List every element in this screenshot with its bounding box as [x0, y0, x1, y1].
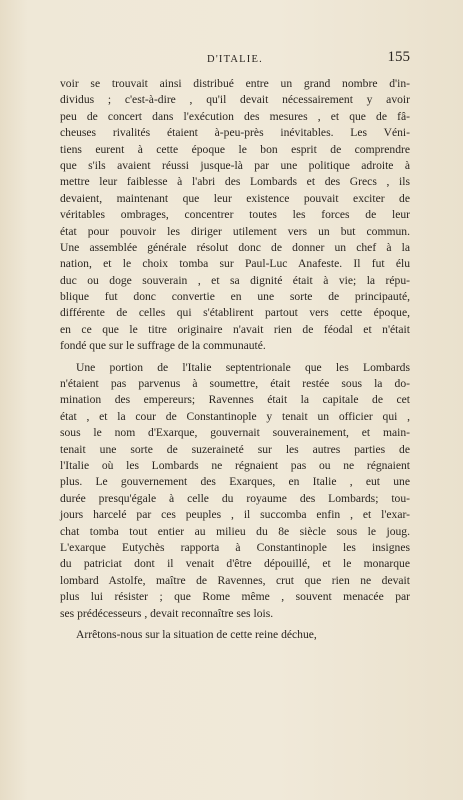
text-line: Une portion de l'Italie septentrionale que les Lombards — [76, 360, 410, 374]
text-line: dividus ; c'est-à-dire , qu'il devait nécessairement y avoir — [60, 93, 410, 107]
body-text — [60, 76, 410, 643]
text-line: voir se trouvait ainsi distribué entre un grand nombre d'in- — [60, 77, 410, 90]
text-line: en ce que le titre originaire n'avait rien de féodal et n'était — [60, 322, 410, 336]
text-line: état pour pouvoir les diriger utilement vers un but commun. — [60, 224, 410, 238]
text-line: mettre leur faiblesse à l'abri des Lombards et des Grecs , ils — [60, 175, 410, 189]
text-line: jours harcelé par ces peuples , il succomba enfin , et l'exar- — [60, 508, 410, 522]
text-line: tiens eurent à cette époque le bon esprit de comprendre — [60, 142, 410, 156]
paragraph — [60, 360, 410, 622]
page-header — [60, 49, 410, 70]
running-head: D'ITALIE. — [207, 54, 263, 65]
text-line: état , et la cour de Constantinople y tenait un officier qui , — [60, 409, 410, 423]
text-line: mination des empereurs; Ravennes était la capitale de cet — [60, 393, 410, 407]
text-line: que s'ils avaient réussi jusque-là par une politique adroite à — [60, 158, 410, 172]
text-line: n'étaient pas parvenus à soumettre, était restée sous la do- — [60, 377, 410, 391]
paragraph — [60, 627, 410, 643]
text-line: tenait une sorte de suzeraineté sur les autres parties de — [60, 442, 410, 456]
text-line: devaient, maintenant que leur existence pouvait exciter de — [60, 191, 410, 205]
text-line: différente de celles qui s'établirent partout vers cette époque, — [60, 306, 410, 320]
text-line: duc ou doge souverain , et sa dignité était à vie; la répu- — [60, 273, 410, 287]
text-line: L'exarque Eutychès rapporta à Constantinople les insignes — [60, 540, 410, 554]
text-line: nation, et le choix tomba sur Paul-Luc Anafeste. Il fut élu — [60, 257, 410, 271]
text-line: blique fut donc convertie en une sorte de principauté, — [60, 290, 410, 304]
text-line: Arrêtons-nous sur la situation de cette reine déchue, — [76, 627, 317, 641]
text-line: durée presqu'égale à celle du royaume des Lombards; tou- — [60, 491, 410, 505]
text-line: lombard Astolfe, maître de Ravennes, crut que rien ne devait — [60, 573, 410, 587]
text-line: ses prédécesseurs , devait reconnaître ses lois. — [60, 606, 274, 620]
text-line: sous le nom d'Exarque, gouvernait souverainement, et main- — [60, 426, 410, 440]
text-line: cheuses rivalités étaient à-peu-près inévitables. Les Véni- — [60, 126, 410, 140]
page-number: 155 — [387, 49, 410, 65]
text-line: Une assemblée générale résolut donc de donner un chef à la — [60, 240, 410, 254]
text-line: du patriciat dont il venait d'être dépouillé, et le monarque — [60, 557, 410, 571]
text-line: véritables ombrages, concentrer toutes les forces de leur — [60, 208, 410, 222]
paragraph — [60, 76, 410, 355]
text-line: fondé que sur le suffrage de la communauté. — [60, 339, 266, 353]
text-line: plus lui résister ; que Rome même , souvent menacée par — [60, 590, 410, 604]
text-line: plus. Le gouvernement des Exarques, en Italie , eut une — [60, 475, 410, 489]
text-line: peu de concert dans l'exécution des mesures , et que de fâ- — [60, 109, 410, 123]
text-line: l'Italie où les Lombards ne régnaient pas ou ne régnaient — [60, 458, 410, 472]
text-line: chat tomba tout entier au milieu du 8e siècle sous le joug. — [60, 524, 410, 538]
